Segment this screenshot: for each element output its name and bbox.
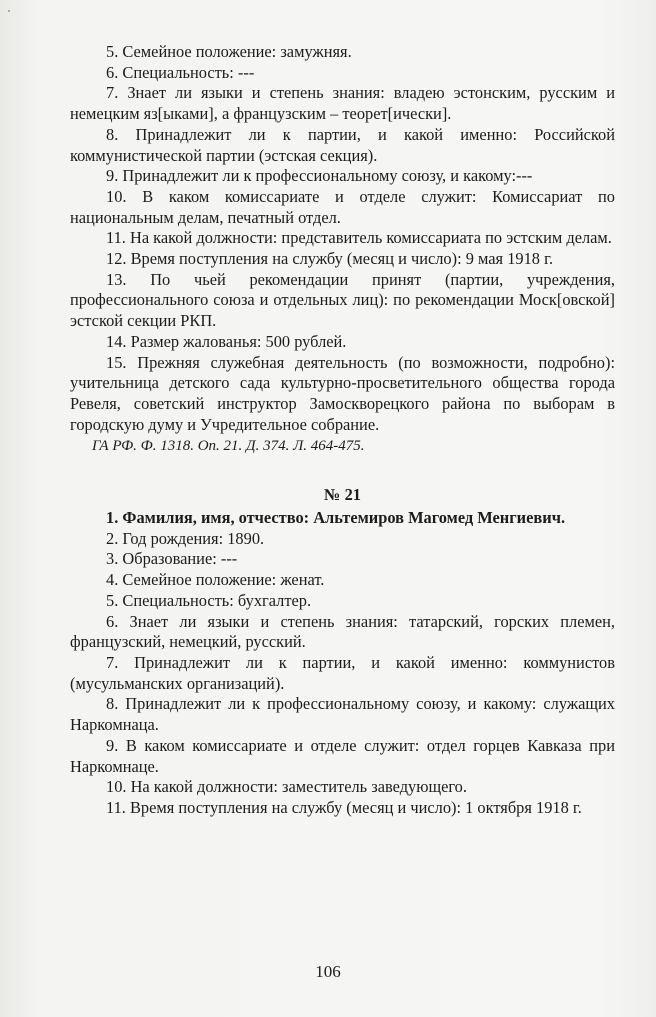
- item-11-position: 11. На какой должности: представитель комиссариата по эстским делам.: [106, 228, 612, 248]
- page-speck: [8, 10, 10, 12]
- item-15-previous-work: 15. Прежняя служебная деятельность (по возможности, подробно): учительница детского сада культурно-просветительного общества города Ревеля, советский инструктор Замоскворецкого района по выборам в городскую думу и Учредительное собрание.: [70, 352, 615, 434]
- item-7-party: 7. Принадлежит ли к партии, и какой именно: коммунистов (мусульманских организаций).: [70, 652, 615, 693]
- item-8-union: 8. Принадлежит ли к профессиональному союзу, и какому: служащих Наркомнаца.: [70, 694, 615, 735]
- item-9-union: 9. Принадлежит ли к профессиональному союзу, и какому:---: [106, 166, 533, 186]
- item-10-commissariat: 10. В каком комиссариате и отделе служит: Комиссариат по национальным делам, печатный отдел.: [70, 186, 615, 227]
- item-5-marital-status: 5. Семейное положение: замужняя.: [106, 42, 352, 61]
- item-11-start-date: 11. Время поступления на службу (месяц и число): 1 октября 1918 г.: [106, 797, 582, 817]
- item-10-position: 10. На какой должности: заместитель заведующего.: [106, 777, 467, 797]
- item-7-languages: 7. Знает ли языки и степень знания: владею эстонским, русским и немецким яз[ыками], а французским – теорет[ически].: [70, 83, 615, 124]
- item-12-start-date: 12. Время поступления на службу (месяц и число): 9 мая 1918 г.: [106, 249, 554, 269]
- item-4-marital-status: 4. Семейное положение: женат.: [106, 570, 325, 590]
- item-2-birth-year: 2. Год рождения: 1890.: [106, 528, 265, 548]
- page-number: 106: [315, 962, 341, 981]
- document-number-heading: № 21: [324, 485, 361, 505]
- item-5-specialty: 5. Специальность: бухгалтер.: [106, 590, 312, 610]
- item-1-full-name: 1. Фамилия, имя, отчество: Альтемиров Магомед Менгиевич.: [106, 508, 566, 528]
- item-6-languages: 6. Знает ли языки и степень знания: татарский, горских племен, французский, немецкий, русский.: [70, 611, 615, 652]
- item-14-salary: 14. Размер жалованья: 500 рублей.: [106, 331, 347, 351]
- body-text: [70, 42, 615, 819]
- item-9-commissariat: 9. В каком комиссариате и отделе служит: отдел горцев Кавказа при Наркомнаце.: [70, 735, 615, 776]
- item-3-education: 3. Образование: ---: [106, 549, 238, 569]
- item-13-recommendation: 13. По чьей рекомендации принят (партии, учреждения, профессионального союза и отдельных лиц): по рекомендации Моск[овской] эстской секции РКП.: [70, 269, 615, 331]
- item-6-specialty: 6. Специальность: ---: [106, 62, 255, 82]
- item-8-party: 8. Принадлежит ли к партии, и какой именно: Российской коммунистической партии (эстская секция).: [70, 124, 615, 165]
- archive-citation: ГА РФ. Ф. 1318. Оп. 21. Д. 374. Л. 464-475.: [92, 438, 365, 455]
